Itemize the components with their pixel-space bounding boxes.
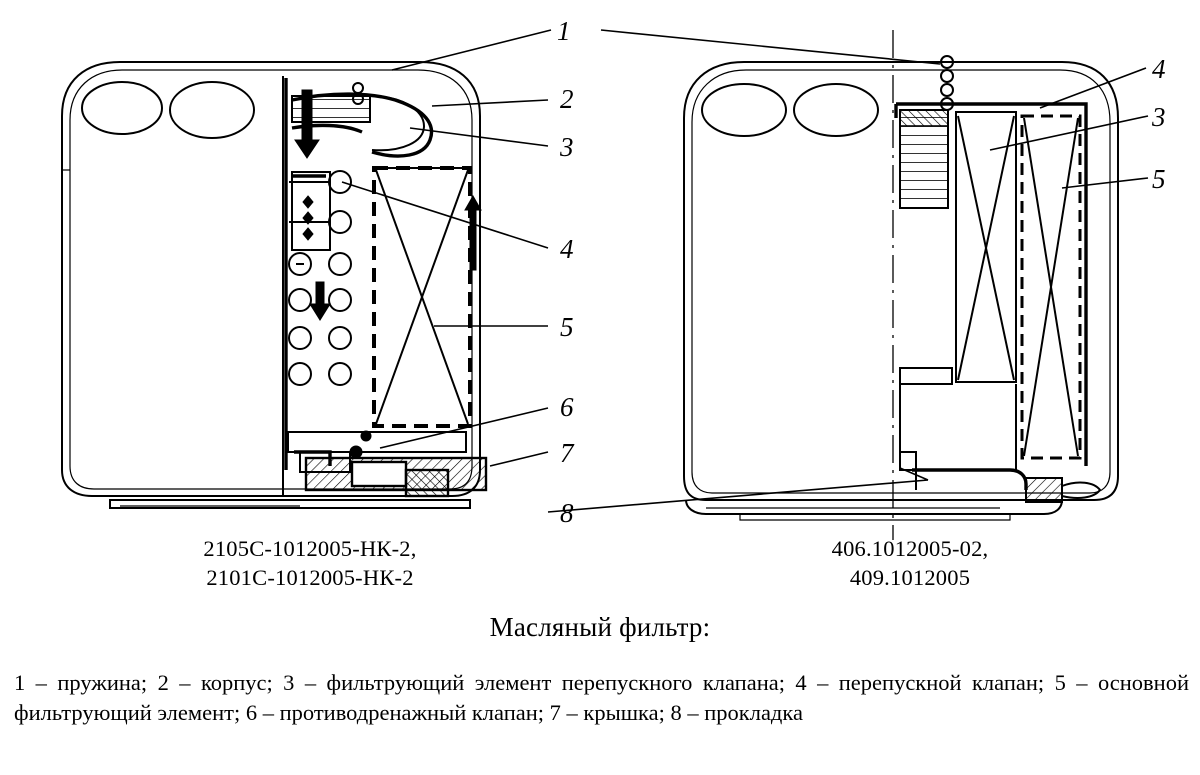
callout-4: 4 — [560, 234, 574, 264]
figure-title: Масляный фильтр: — [489, 612, 711, 642]
figure-legend: 1 – пружина; 2 – корпус; 3 – фильтрующий элемент перепускного клапана; 4 – перепускной клапан; 5 – основной фильтрующий элемент; 6 – противодренажный клапан; 7 – крышка; 8 – прокладка — [14, 670, 1189, 725]
callout-6: 6 — [560, 392, 574, 422]
callout-7: 7 — [560, 438, 574, 468]
right-part-code-2: 409.1012005 — [849, 565, 971, 590]
callout-3: 3 — [560, 132, 574, 162]
right-part-code-1: 406.1012005-02, — [831, 536, 989, 561]
callout-right-4: 4 — [1152, 54, 1166, 84]
callout-5: 5 — [560, 312, 574, 342]
left-part-code-2: 2101С-1012005-НК-2 — [206, 565, 414, 590]
right-part-codes — [690, 534, 1130, 592]
right-filter-assembly — [684, 30, 1118, 540]
left-part-code-1: 2105С-1012005-НК-2, — [203, 536, 417, 561]
callout-1: 1 — [557, 16, 571, 46]
callout-8: 8 — [560, 498, 574, 528]
callout-2: 2 — [560, 84, 574, 114]
callout-right-3: 3 — [1152, 102, 1166, 132]
callout-right-5: 5 — [1152, 164, 1166, 194]
left-part-codes — [80, 534, 540, 592]
